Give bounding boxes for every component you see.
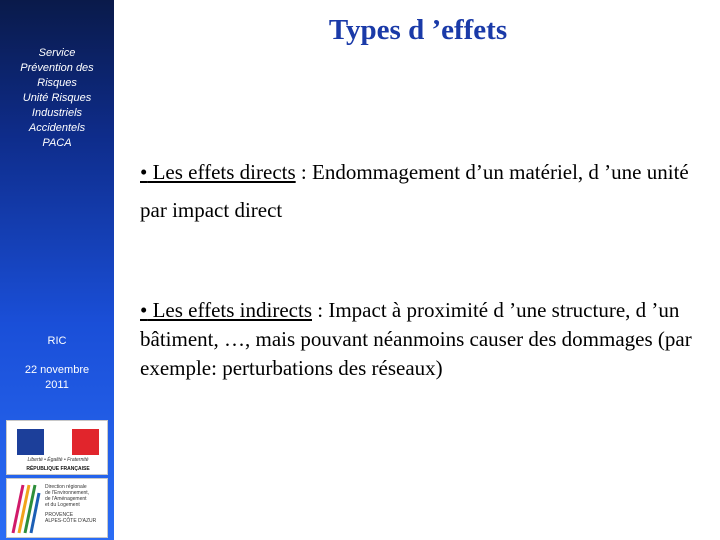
republique-francaise-logo <box>6 420 108 475</box>
bullet-term: Les effets directs <box>147 160 296 184</box>
service-line: Risques <box>37 77 77 89</box>
bullet-term: Les effets indirects <box>147 298 312 322</box>
service-line: Accidentels <box>28 122 86 134</box>
bullet-separator: : <box>295 160 313 184</box>
sidebar <box>0 0 114 540</box>
date-line: 2011 <box>45 379 69 391</box>
dreal-text <box>45 484 107 524</box>
bullet-direct-effects <box>140 153 700 229</box>
dreal-line: PROVENCE <box>45 512 74 518</box>
service-label <box>4 46 110 151</box>
marianne-flag-icon <box>17 429 99 455</box>
date-label <box>4 363 110 393</box>
dreal-line: de l'Environnement, <box>45 490 90 496</box>
dreal-line: et du Logement <box>45 502 80 508</box>
service-line: Industriels <box>31 107 83 119</box>
service-line: Service <box>38 47 76 59</box>
bullet-indirect-effects <box>140 296 700 383</box>
dreal-stripes-icon <box>11 483 41 535</box>
bullet-text: Impact à proximité d ’une structure, d ’un bâtiment, …, mais pouvant néanmoins causer des dommages (par exemple: perturbations des réseaux) <box>140 298 692 380</box>
bullet-marker: • <box>140 298 148 322</box>
dreal-logo <box>6 478 108 538</box>
service-line: PACA <box>42 137 72 149</box>
dreal-line: Direction régionale <box>45 484 87 490</box>
bullet-text: Endommagement d’un matériel, d ’une unité par impact direct <box>140 160 689 222</box>
rf-name: RÉPUBLIQUE FRANÇAISE <box>26 466 90 472</box>
bullet-separator: : <box>312 298 329 322</box>
dreal-line: de l'Aménagement <box>45 496 87 502</box>
service-line: Unité Risques <box>22 92 92 104</box>
bullet-marker: • <box>140 160 148 184</box>
rf-motto: Liberté • Égalité • Fraternité <box>27 457 89 463</box>
date-line: 22 novembre <box>24 364 90 376</box>
ric-label: RIC <box>47 335 67 347</box>
dreal-line: ALPES-CÔTE D'AZUR <box>45 518 97 524</box>
service-line: Prévention des <box>20 62 94 74</box>
slide-title: Types d ’effets <box>328 14 508 46</box>
